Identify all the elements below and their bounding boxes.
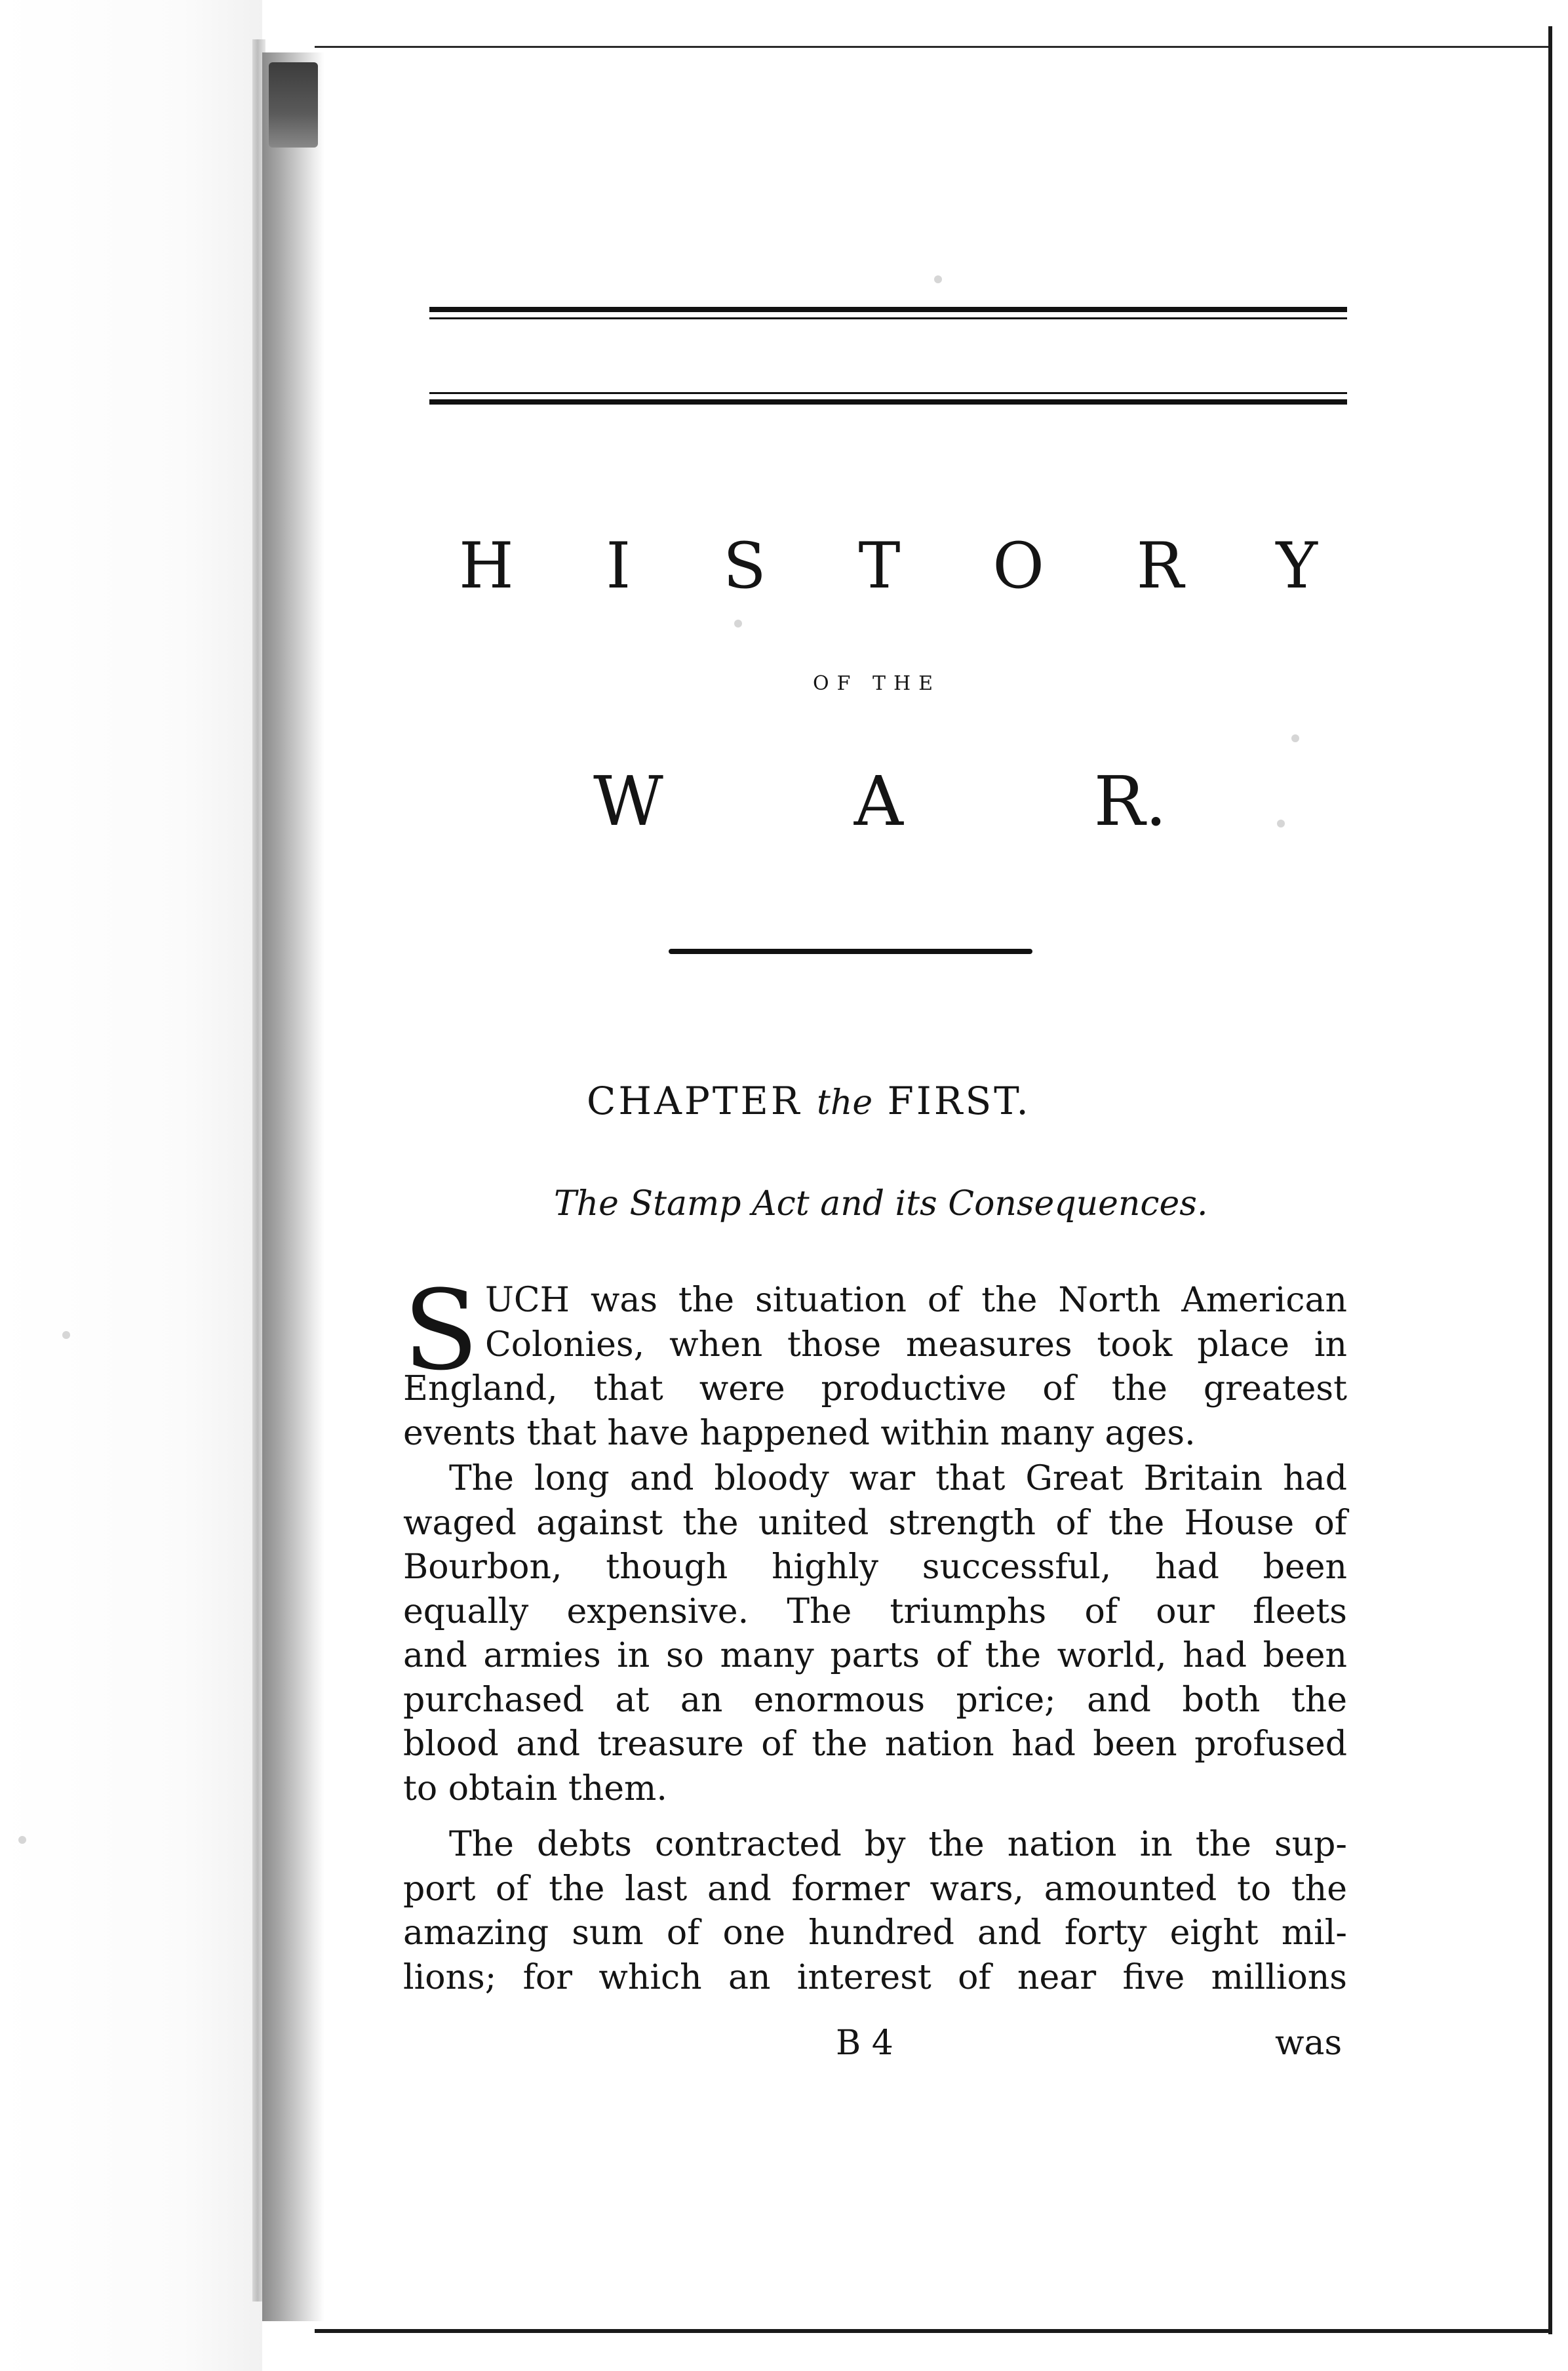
text-line: and armies in so many parts of the world, had been [403, 1636, 1347, 1675]
title-letter: A [853, 761, 903, 841]
top-double-rule [429, 307, 1347, 319]
binding-shadow-mark [269, 62, 318, 148]
text-line: purchased at an enormous price; and both the [403, 1680, 1347, 1720]
paper-speck [934, 275, 942, 283]
second-double-rule [429, 392, 1347, 405]
paper-speck [1291, 734, 1299, 742]
paragraph-3 [403, 1823, 1347, 2000]
left-facing-page [0, 0, 262, 2371]
text-line: waged against the united strength of the House of [403, 1503, 1347, 1543]
signature-mark: B 4 [836, 2023, 893, 2063]
title-war [593, 761, 1167, 841]
text-line: amazing sum of one hundred and forty eight mil- [403, 1913, 1347, 1953]
paragraph-1-continued [403, 1367, 1347, 1456]
title-letter: R. [1093, 761, 1167, 841]
chapter-subtitle: The Stamp Act and its Consequences. [554, 1184, 1208, 1224]
text-line: blood and treasure of the nation had been profused [403, 1724, 1347, 1764]
title-letter: H [459, 529, 514, 603]
text-line: port of the last and former wars, amounted to the [403, 1869, 1347, 1909]
drop-cap: S [403, 1266, 479, 1395]
paper-speck [734, 620, 742, 628]
text-line: Bourbon, though highly successful, had been [403, 1547, 1347, 1587]
text-line: UCH was the situation of the North American [485, 1281, 1347, 1320]
text-line: Colonies, when those measures took place in [485, 1325, 1347, 1365]
title-letter: O [992, 529, 1044, 603]
text-line: lions; for which an interest of near five millions [403, 1957, 1347, 1997]
title-letter: Y [1276, 529, 1318, 603]
paper-speck [18, 1836, 26, 1844]
chapter-word: the [817, 1083, 873, 1123]
text-line: equally expensive. The triumphs of our fleets [403, 1591, 1347, 1631]
paper-speck [1277, 820, 1285, 827]
text-line: to obtain them. [403, 1768, 667, 1808]
chapter-suffix: FIRST. [887, 1079, 1031, 1123]
title-letter: I [606, 529, 631, 603]
text-line: The debts contracted by the nation in the sup- [449, 1825, 1347, 1864]
title-of-the: OF THE [813, 672, 941, 695]
title-letter: R [1136, 529, 1184, 603]
chapter-heading [587, 1079, 1031, 1123]
text-line: events that have happened within many ages. [403, 1413, 1196, 1453]
title-letter: T [858, 529, 901, 603]
paragraph-1-indented [485, 1279, 1347, 1367]
title-letter: S [723, 529, 766, 603]
paragraph-2 [403, 1457, 1347, 1811]
text-line: The long and bloody war that Great Britain had [449, 1459, 1347, 1498]
binding-gutter [262, 52, 324, 2321]
text-line: England, that were productive of the greatest [403, 1369, 1347, 1408]
title-letter: W [593, 761, 663, 841]
paper-speck [62, 1331, 70, 1339]
page-border-bottom [315, 2329, 1550, 2333]
title-history [459, 529, 1318, 603]
page-border-top [315, 46, 1550, 48]
catchword: was [1275, 2023, 1343, 2063]
page-border-right [1548, 26, 1552, 2334]
chapter-prefix: CHAPTER [587, 1079, 802, 1123]
center-rule [669, 949, 1032, 954]
